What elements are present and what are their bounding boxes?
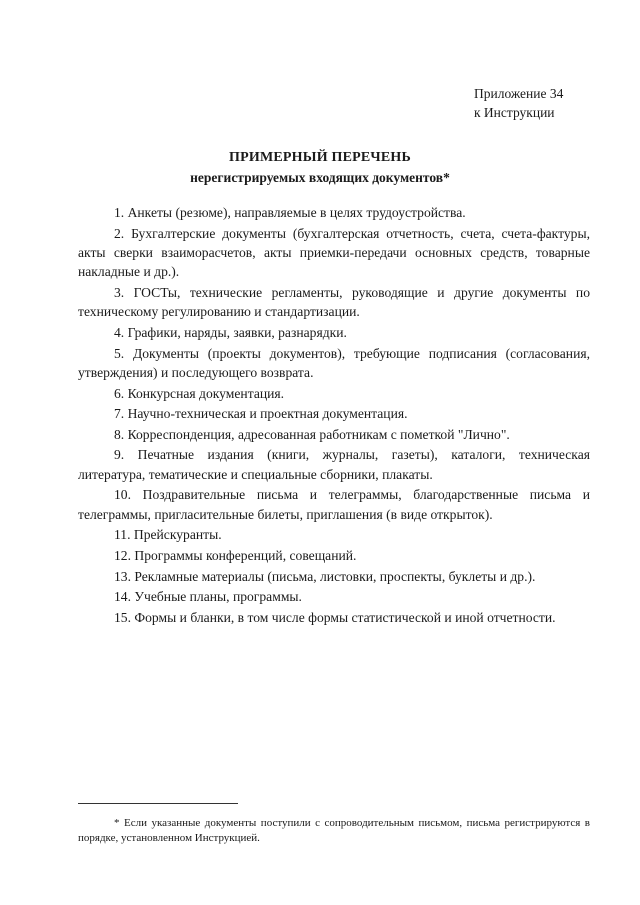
list-item: 6. Конкурсная документация.	[114, 385, 285, 401]
list-item: 13. Рекламные материалы (письма, листовки, проспекты, буклеты и др.).	[114, 568, 536, 584]
list-item: 2. Бухгалтерские документы (бухгалтерская отчетность, счета, счета-фактуры, акты сверки взаиморасчетов, акты приемки-передачи основных средств, товарные накладные и др.).	[78, 225, 590, 280]
list-item: 1. Анкеты (резюме), направляемые в целях трудоустройства.	[114, 205, 466, 220]
list-item: 11. Прейскуранты.	[114, 527, 222, 543]
list-item: 9. Печатные издания (книги, журналы, газеты), каталоги, техническая литература, тематические и специальные сборники, плакаты.	[78, 447, 590, 482]
document-list	[78, 203, 590, 627]
appendix-number: Приложение 34	[474, 86, 564, 101]
appendix-reference	[474, 84, 584, 122]
list-item: 3. ГОСТы, технические регламенты, руководящие и другие документы по техническому регулированию и стандартизации.	[78, 285, 590, 320]
list-item: 14. Учебные планы, программы.	[114, 589, 302, 605]
list-item: 5. Документы (проекты документов), требующие подписания (согласования, утверждения) и последующего возврата.	[78, 345, 590, 380]
list-item: 15. Формы и бланки, в том числе формы статистической и иной отчетности.	[114, 609, 556, 625]
list-item: 8. Корреспонденция, адресованная работникам с пометкой "Лично".	[114, 426, 510, 442]
appendix-instruction-ref: к Инструкции	[474, 105, 555, 120]
list-item: 7. Научно-техническая и проектная документация.	[114, 406, 408, 422]
list-item: 12. Программы конференций, совещаний.	[114, 547, 357, 563]
footnote: * Если указанные документы поступили с сопроводительным письмом, письма регистрируются в порядке, установленном Инструкцией.	[78, 817, 590, 844]
footnote-divider	[78, 803, 238, 804]
document-subtitle: нерегистрируемых входящих документов*	[190, 170, 450, 185]
list-item: 10. Поздравительные письма и телеграммы, благодарственные письма и телеграммы, пригласительные билеты, приглашения (в виде открыток).	[78, 487, 590, 522]
document-title: ПРИМЕРНЫЙ ПЕРЕЧЕНЬ	[229, 150, 411, 165]
list-item: 4. Графики, наряды, заявки, разнарядки.	[114, 325, 347, 340]
